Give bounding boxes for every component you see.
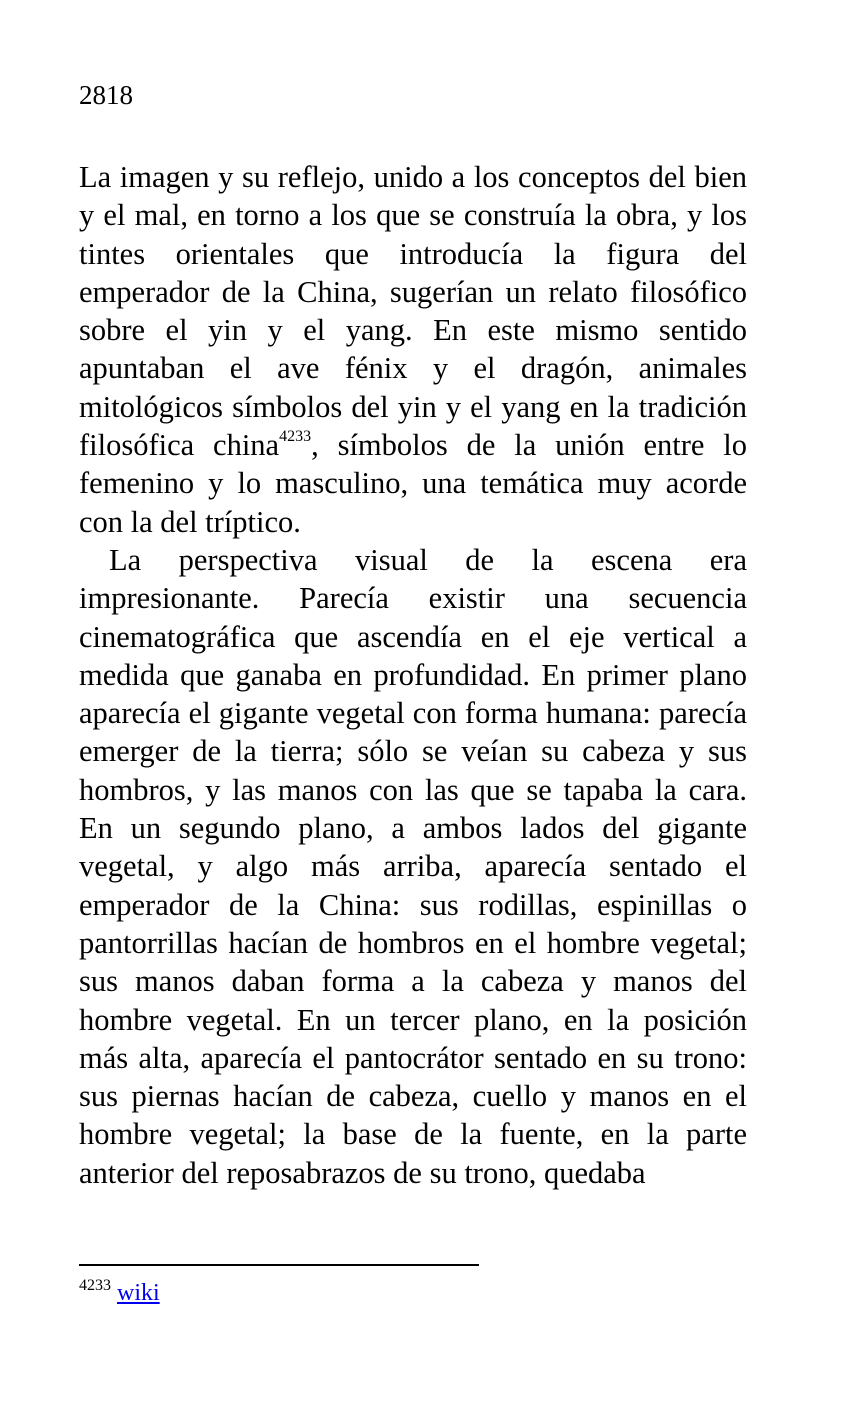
paragraph-1-text-a: La imagen y su reflejo, unido a los conceptos del bien y el mal, en torno a los que se construía la obra, y los tintes orientales que introducía la figura del emperador de la China, sugerían un relato filosófico sobre el yin y el yang. En este mismo sentido apuntaban el ave fénix y el dragón, animales mitológicos símbolos del yin y el yang en la tradición filosófica china	[79, 160, 747, 463]
paragraph-2: La perspectiva visual de la escena era impresionante. Parecía existir una secuencia cinematográfica que ascendía en el eje vertical a medida que ganaba en profundidad. En primer plano aparecía el gigante vegetal con forma humana: parecía emerger de la tierra; sólo se veían su cabeza y sus hombros, y las manos con las que se tapaba la cara. En un segundo plano, a ambos lados del gigante vegetal, y algo más arriba, aparecía sentado el emperador de la China: sus rodillas, espinillas o pantorrillas hacían de hombros en el hombre vegetal; sus manos daban forma a la cabeza y manos del hombre vegetal. En un tercer plano, en la posición más alta, aparecía el pantocrátor sentado en su trono: sus piernas hacían de cabeza, cuello y manos en el hombre vegetal; la base de la fuente, en la parte anterior del reposabrazos de su trono, quedaba	[79, 542, 747, 1190]
footnote-divider	[79, 1264, 479, 1266]
footnote	[79, 1278, 160, 1308]
page-number: 2818	[79, 80, 133, 110]
body-text	[79, 158, 747, 1192]
paragraph-1-text-b: , símbolos de la unión entre lo femenino y lo masculino, una temática muy acorde con la del tríptico.	[79, 428, 747, 539]
footnote-reference[interactable]: 4233	[279, 428, 312, 446]
footnote-link[interactable]: wiki	[117, 1280, 160, 1306]
footnote-number: 4233	[79, 1277, 111, 1294]
paragraph-1	[79, 158, 747, 541]
